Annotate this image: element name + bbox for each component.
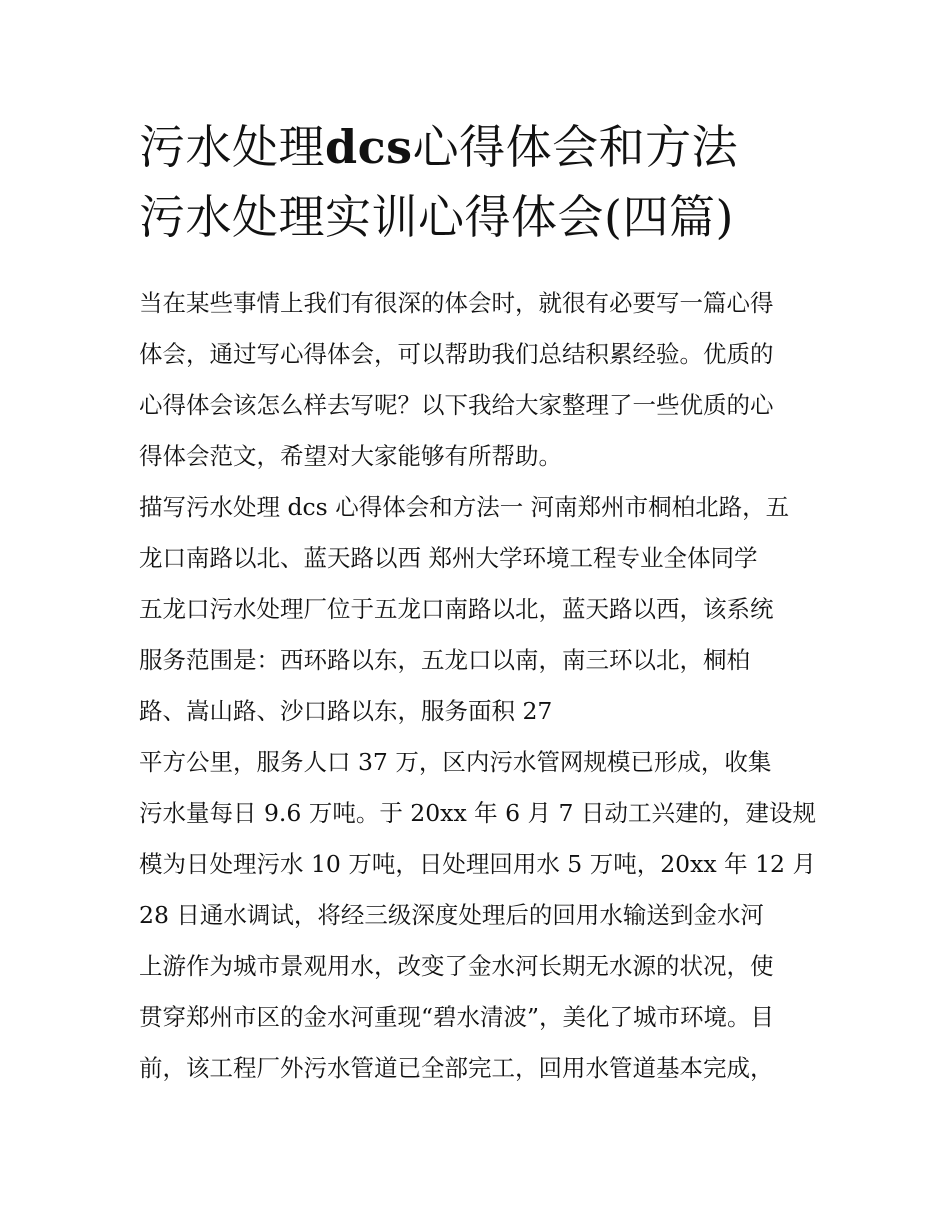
body-line: 前，该工程厂外污水管道已全部完工，回用水管道基本完成， bbox=[139, 1054, 774, 1082]
title-line-2: 污水处理实训心得体会(四篇) bbox=[139, 190, 734, 244]
body-line: 贯穿郑州市区的金水河重现“碧水清波”，美化了城市环境。目 bbox=[139, 1003, 775, 1031]
document-title bbox=[139, 112, 839, 252]
document-body bbox=[139, 278, 819, 1094]
body-line: 28 日通水调试，将经三级深度处理后的回用水输送到金水河 bbox=[139, 901, 764, 929]
body-line: 描写污水处理 dcs 心得体会和方法一 河南郑州市桐柏北路，五 bbox=[139, 493, 790, 521]
title-line-1-suffix: 心得体会和方法 bbox=[412, 120, 739, 174]
body-line: 模为日处理污水 10 万吨，日处理回用水 5 万吨，20xx 年 12 月 bbox=[139, 850, 816, 878]
body-line: 得体会范文，希望对大家能够有所帮助。 bbox=[139, 442, 562, 470]
title-line-1-bold-term: dcs bbox=[325, 120, 413, 174]
title-line-1 bbox=[139, 112, 839, 182]
body-line: 平方公里，服务人口 37 万，区内污水管网规模已形成，收集 bbox=[139, 748, 772, 776]
body-line: 路、嵩山路、沙口路以东，服务面积 27 bbox=[139, 697, 553, 725]
body-line: 五龙口污水处理厂位于五龙口南路以北，蓝天路以西，该系统 bbox=[139, 595, 774, 623]
body-line: 体会，通过写心得体会，可以帮助我们总结积累经验。优质的 bbox=[139, 340, 774, 368]
body-line: 龙口南路以北、蓝天路以西 郑州大学环境工程专业全体同学 bbox=[139, 544, 758, 572]
body-line: 服务范围是：西环路以东，五龙口以南，南三环以北，桐柏 bbox=[139, 646, 750, 674]
title-line-1-prefix: 污水处理 bbox=[139, 120, 325, 174]
body-line: 污水量每日 9.6 万吨。于 20xx 年 6 月 7 日动工兴建的，建设规 bbox=[139, 799, 816, 827]
body-line: 上游作为城市景观用水，改变了金水河长期无水源的状况，使 bbox=[139, 952, 774, 980]
body-line: 当在某些事情上我们有很深的体会时，就很有必要写一篇心得 bbox=[139, 289, 774, 317]
body-line: 心得体会该怎么样去写呢？以下我给大家整理了一些优质的心 bbox=[139, 391, 774, 419]
